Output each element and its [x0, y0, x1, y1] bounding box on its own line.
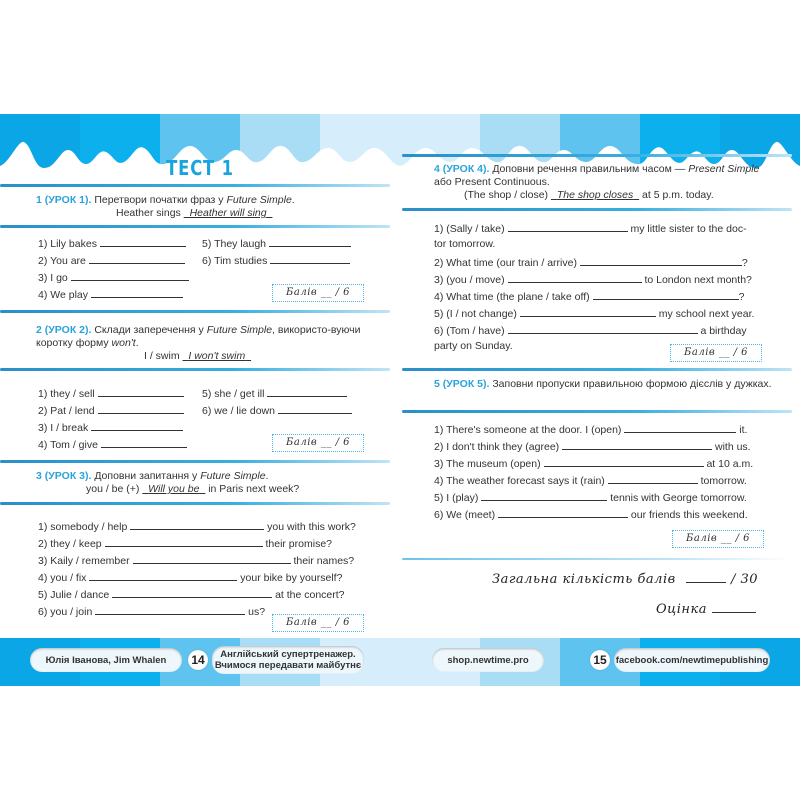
answer-blank[interactable] [133, 553, 291, 564]
section-divider [402, 368, 792, 371]
task-1-item: 2) You are [38, 253, 185, 268]
answer-blank[interactable] [71, 270, 189, 281]
score-box[interactable]: Балів __ / 6 [670, 344, 762, 362]
task-4-item: party on Sunday. [434, 340, 513, 352]
section-divider [0, 460, 390, 463]
answer-blank[interactable] [101, 437, 187, 448]
answer-blank[interactable] [544, 456, 704, 467]
answer-blank[interactable] [593, 289, 739, 300]
task-4-item: tor tomorrow. [434, 238, 496, 250]
score-box[interactable]: Балів __ / 6 [272, 284, 364, 302]
section-divider [0, 368, 390, 371]
score-box[interactable]: Балів __ / 6 [272, 614, 364, 632]
task-1-item: 3) I go [38, 270, 189, 285]
answer-blank[interactable] [89, 253, 185, 264]
answer-blank[interactable] [91, 287, 183, 298]
task-1-item: 4) We play [38, 287, 183, 302]
answer-blank[interactable] [498, 507, 628, 518]
grade: Оцінка [656, 602, 756, 617]
task-4-item: 2) What time (our train / arrive) ? [434, 257, 748, 269]
answer-blank[interactable] [520, 306, 656, 317]
answer-blank[interactable] [508, 221, 628, 232]
answer-blank[interactable] [508, 323, 698, 334]
total-score: Загальна кількість балів / 30 [492, 572, 759, 587]
section-divider [0, 310, 390, 313]
task-1-item: 1) Lily bakes [38, 236, 186, 251]
section-divider [0, 502, 390, 505]
answer-blank[interactable] [278, 403, 352, 414]
answer-blank[interactable] [105, 536, 263, 547]
answer-blank[interactable] [508, 272, 642, 283]
task-3-item: 5) Julie / dance at the concert? [38, 589, 345, 601]
section-divider [402, 410, 792, 413]
authors-label: Юлія Іванова, Jim Whalen [30, 648, 182, 672]
answer-blank[interactable] [562, 439, 712, 450]
section-divider [0, 184, 390, 187]
task-1-instruction: 1 (УРОК 1). Перетвори початки фраз у Future Simple. Heather sings Heather will sing [36, 194, 295, 219]
task-3-item: 2) they / keep their promise? [38, 538, 332, 550]
answer-blank[interactable] [269, 236, 351, 247]
task-4-item: 5) (I / not change) my school next year. [434, 308, 755, 320]
task-3-item: 6) you / join us? [38, 606, 266, 618]
answer-blank[interactable] [95, 604, 245, 615]
task-5-item: 2) I don't think they (agree) with us. [434, 441, 751, 453]
page-number-right: 15 [590, 650, 610, 670]
score-box[interactable]: Балів __ / 6 [272, 434, 364, 452]
page-title: ТЕСТ 1 [166, 156, 234, 180]
task-2-instruction: 2 (УРОК 2). Склади заперечення у Future Simple, використо-вуючи коротку форму won't. I / swim I won't swim [36, 324, 361, 362]
total-blank[interactable] [686, 572, 726, 583]
task-3-item: 4) you / fix your bike by yourself? [38, 572, 343, 584]
task-5-item: 5) I (play) tennis with George tomorrow. [434, 492, 747, 504]
book-title: Англійський супертренажер. Вчимося передавати майбутнє [212, 646, 364, 674]
task-5-item: 3) The museum (open) at 10 a.m. [434, 458, 754, 470]
section-divider [402, 154, 792, 157]
section-divider [402, 208, 792, 211]
score-box[interactable]: Балів __ / 6 [672, 530, 764, 548]
answer-blank[interactable] [89, 570, 237, 581]
answer-blank[interactable] [580, 255, 742, 266]
answer-blank[interactable] [481, 490, 607, 501]
answer-blank[interactable] [112, 587, 272, 598]
answer-blank[interactable] [91, 420, 183, 431]
section-divider [0, 225, 390, 228]
task-1-item: 5) They laugh [202, 236, 351, 251]
answer-blank[interactable] [267, 386, 347, 397]
left-page [0, 114, 400, 686]
section-divider [402, 558, 792, 560]
task-2-item: 5) she / get ill [202, 386, 347, 401]
task-4-instruction: 4 (УРОК 4). Доповни речення правильним часом — Present Simple або Present Continuous. (The shop / close) The shop closes at 5 p.m. today. [434, 163, 760, 201]
facebook-link[interactable]: facebook.com/newtimepublishing [614, 648, 770, 672]
task-3-item: 1) somebody / help you with this work? [38, 521, 356, 533]
task-5-instruction: 5 (УРОК 5). Заповни пропуски правильною формою дієслів у дужках. [434, 378, 772, 390]
task-2-item: 4) Tom / give [38, 437, 187, 452]
page-number-left: 14 [188, 650, 208, 670]
task-5-item: 6) We (meet) our friends this weekend. [434, 509, 748, 521]
task-4-item: 4) What time (the plane / take off) ? [434, 291, 745, 303]
answer-blank[interactable] [270, 253, 350, 264]
task-4-item: 1) (Sally / take) my little sister to the doc- [434, 223, 747, 235]
answer-blank[interactable] [100, 236, 186, 247]
task-3-instruction: 3 (УРОК 3). Доповни запитання у Future Simple. you / be (+) Will you be in Paris next week? [36, 470, 300, 495]
shop-link[interactable]: shop.newtime.pro [432, 648, 544, 672]
grade-blank[interactable] [712, 602, 756, 613]
task-2-item: 6) we / lie down [202, 403, 352, 418]
task-2-item: 2) Pat / lend [38, 403, 184, 418]
answer-blank[interactable] [98, 403, 184, 414]
task-2-item: 3) I / break [38, 420, 183, 435]
task-2-item: 1) they / sell [38, 386, 184, 401]
task-1-item: 6) Tim studies [202, 253, 350, 268]
answer-blank[interactable] [624, 422, 736, 433]
task-5-item: 4) The weather forecast says it (rain) tomorrow. [434, 475, 747, 487]
task-4-item: 3) (you / move) to London next month? [434, 274, 752, 286]
task-3-item: 3) Kaily / remember their names? [38, 555, 355, 567]
task-5-item: 1) There's someone at the door. I (open) it. [434, 424, 748, 436]
answer-blank[interactable] [608, 473, 698, 484]
task-4-item: 6) (Tom / have) a birthday [434, 325, 747, 337]
answer-blank[interactable] [130, 519, 264, 530]
answer-blank[interactable] [98, 386, 184, 397]
right-page [400, 114, 800, 686]
book-spread [0, 114, 800, 686]
